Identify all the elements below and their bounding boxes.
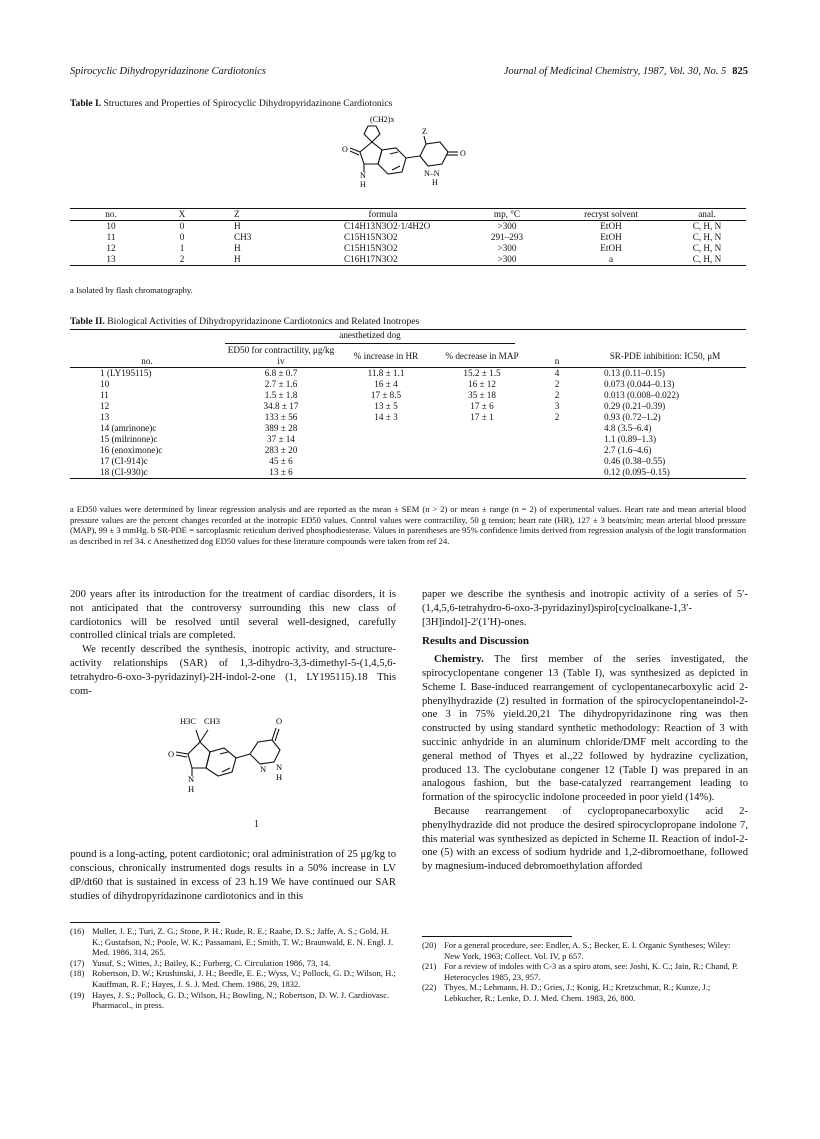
table2-row: [70, 412, 746, 423]
table2-title: Biological Activities of Dihydropyridazinone Cardiotonics and Related Inotropes: [107, 316, 420, 327]
table2-cell: 17 ± 6: [470, 401, 494, 411]
table2-cell: 37 ± 14: [266, 434, 295, 444]
table2-cell: [338, 456, 434, 467]
struct-label-o1: O: [342, 145, 348, 154]
t2-col-n: n: [554, 356, 560, 366]
left-para-3: pound is a long-acting, potent cardiotonic; oral administration of 25 μg/kg to conscious, chronically instrumented dogs results in a 50% increase in LV dP/dt60 that is sustained in excess of 23 h.19 We have continued our SAR studies of dihydropyridazinone cardiotonics and in this: [70, 849, 396, 902]
t1-col-no: no.: [105, 209, 117, 219]
table2-cell: [434, 445, 530, 456]
table2-cell: [338, 423, 434, 434]
table1-cell: 291–293: [490, 232, 524, 242]
table2-cell: 0.13 (0.11–0.15): [604, 368, 665, 378]
table2-cell: 4: [554, 368, 560, 378]
reference-number: (21): [422, 961, 437, 972]
struct-label-h1: H: [360, 180, 366, 189]
table2-group-header: anesthetized dog: [339, 330, 401, 340]
table2-cell: 13 ± 6: [269, 467, 293, 477]
left-references: [70, 926, 396, 1011]
reference-text: For a review of indoles with C-3 as a spiro atom, see: Joshi, K. C.; Jain, R.; Chand, P. Heterocycles 1985, 23, 957.: [444, 961, 739, 982]
t2-col-ed50: ED50 for contractility, μg/kg iv: [227, 345, 335, 366]
table2-cell: 18 (CI-930)c: [100, 467, 148, 477]
table2-cell: 15 (milrinone)c: [100, 434, 158, 444]
table2-cell: 0.29 (0.21–0.39): [604, 401, 666, 411]
struct-label-z: Z: [422, 127, 427, 136]
table2-cell: 17 ± 1: [470, 412, 494, 422]
table2-cell: 16 ± 12: [467, 379, 496, 389]
reference-number: (18): [70, 968, 85, 979]
reference-number: (22): [422, 982, 437, 993]
table2-cell: 10: [100, 379, 110, 389]
table1-footnote: a Isolated by flash chromatography.: [70, 285, 193, 295]
t1-col-formula: formula: [368, 209, 398, 219]
struct-label-nn: N–N: [424, 169, 440, 178]
reference-text: Hayes, J. S.; Pollock, G. D.; Wilson, H.; Bowling, N.; Robertson, D. W. J. Cardiovasc. Pharmacol., in press.: [92, 989, 390, 1011]
reference-number: (17): [70, 957, 85, 968]
table1-cell: H: [234, 243, 241, 253]
table2-cell: 16 ± 4: [374, 379, 398, 389]
table1-cell: C, H, N: [692, 232, 722, 242]
table2-cell: 0.073 (0.044–0.13): [604, 379, 675, 389]
c1-label-n3: N: [276, 762, 283, 773]
compound-1-figure: [70, 698, 396, 848]
table2-cell: [530, 467, 584, 479]
table1-header-row: [70, 209, 746, 221]
table2-cell: 2: [554, 379, 560, 389]
table2-cell: 0.93 (0.72–1.2): [604, 412, 661, 422]
table2-cell: 34.8 ± 17: [263, 401, 299, 411]
table2-cell: 0.12 (0.095–0.15): [604, 467, 670, 477]
table2-cell: 11: [100, 390, 109, 400]
right-para-2: [422, 653, 748, 805]
table1-cell: C14H13N3O2·1/4H2O: [344, 221, 431, 231]
page-number: 825: [732, 66, 748, 77]
table1-cell: C, H, N: [692, 243, 722, 253]
table2-cell: 14 ± 3: [374, 412, 398, 422]
table1-cell: H: [234, 254, 241, 264]
reference-number: (19): [70, 989, 85, 1000]
table1-cell: EtOH: [600, 221, 622, 231]
table2-cell: 35 ± 18: [467, 390, 496, 400]
reference-item: [422, 982, 748, 1003]
table1-caption: [70, 98, 392, 109]
table2-cell: 3: [554, 401, 560, 411]
chemistry-text: The first member of the series investigated, the spirocyclopentane congener 13 (Table I), was synthesized as depicted in Scheme I. Base-induced rearrangement of cyclopentanecarboxylic acid 2-phenylhydrazide (2) resulted in formation of the spirocyclopentaneindol-2-one 3 in 75% yield.20,21 The dihydropyridazinone ring was then constructed by using standard synthetic methodology: Reaction of 3 with succinic anhydride in an aluminum chloride/DMF melt according to the general method of Thyes et al.,22 followed by hydrazine cyclization, produced 13. The cyclobutane congener 12 (Table I) was prepared in an analogous fashion, but the base-catalyzed rearrangement leading to formation of the spirocyclic indolone proceeded in poor yield (14%).: [422, 654, 748, 804]
right-references: [422, 940, 748, 1004]
table2-cell: [434, 456, 530, 467]
table2-cell: 14 (amrinone)c: [100, 423, 157, 433]
compound-1-structure: [160, 702, 360, 822]
table1-cell: C16H17N3O2: [344, 254, 398, 264]
table2-cell: 2: [554, 412, 560, 422]
right-refs-rule: [422, 936, 572, 937]
table2-cell: [434, 423, 530, 434]
table2-cell: 2.7 (1.6–4.6): [604, 445, 652, 455]
table1-cell: C15H15N3O2: [344, 232, 398, 242]
table1-label: Table I.: [70, 98, 102, 109]
reference-item: [70, 926, 396, 958]
table2: [70, 345, 746, 479]
reference-text: Thyes, M.; Lehmann, H. D.; Gries, J.; Konig, H.; Kretzschmar, R.; Kunze, J.; Lebkucher, R.; Lenke, D. J. Med. Chem. 1983, 26, 800.: [444, 982, 711, 1003]
reference-text: Yusuf, S.; Wittes, J.; Bailey, K.; Furberg, C. Circulation 1986, 73, 14.: [92, 957, 331, 968]
table2-row: [70, 368, 746, 380]
journal-name: Journal of Medicinal Chemistry, 1987, Vol. 30, No. 5: [503, 66, 727, 77]
table1-cell: 0: [179, 221, 185, 231]
t1-col-anal: anal.: [698, 209, 716, 219]
table2-row: [70, 434, 746, 445]
left-para-1: 200 years after its introduction for the treatment of cardiac disorders, it is not anticipated that the controversy surrounding this new class of cardiotonics will be resolved until several well-designed, carefully controlled clinical trials are completed.: [70, 589, 396, 642]
table1-cell: >300: [497, 254, 517, 264]
table1-row: [70, 232, 746, 243]
table2-row: [70, 390, 746, 401]
table1-row: [70, 221, 746, 233]
table2-cell: 13 ± 5: [374, 401, 398, 411]
table2-cell: 389 ± 28: [264, 423, 298, 433]
table2-group-rule: [225, 343, 515, 344]
table2-cell: 13: [100, 412, 110, 422]
c1-label-ch3: CH3: [204, 716, 221, 727]
table1-cell: 11: [106, 232, 116, 242]
left-para-2: We recently described the synthesis, inotropic activity, and structure-activity relationships (SAR) of 1,3-dihydro-3,3-dimethyl-5-(1,4,5,6-tetrahydro-6-oxo-3-pyridazinyl)-2H-indol-2-one (1, LY195115).18 This com-: [70, 644, 396, 697]
reference-number: (16): [70, 926, 85, 936]
table1-cell: 1: [179, 243, 185, 253]
table2-cell: 12: [100, 401, 110, 411]
table2-cell: 2.7 ± 1.6: [264, 379, 298, 389]
reference-item: [70, 958, 396, 969]
table2-cell: 2: [554, 390, 560, 400]
compound-1-label: 1: [254, 819, 259, 831]
t2-col-no: no.: [141, 356, 153, 366]
table2-cell: [530, 423, 584, 434]
table2-row: [70, 379, 746, 390]
table2-cell: 1.1 (0.89–1.3): [604, 434, 657, 444]
table2-cell: [338, 467, 434, 479]
section-heading: Results and Discussion: [422, 635, 529, 648]
c1-label-h3c: H3C: [180, 716, 197, 727]
table2-cell: [338, 434, 434, 445]
table2-cell: 17 ± 8.5: [370, 390, 402, 400]
table1-row: [70, 243, 746, 254]
table1-cell: 13: [106, 254, 116, 264]
running-title: Spirocyclic Dihydropyridazinone Cardiotonics: [70, 66, 266, 77]
c1-label-h1: H: [188, 784, 195, 795]
table1-cell: 10: [106, 221, 116, 231]
t1-col-mp: mp, °C: [493, 209, 521, 219]
table2-cell: 0.013 (0.008–0.022): [604, 390, 680, 400]
table1-cell: H: [234, 221, 241, 231]
table2-cell: [530, 445, 584, 456]
c1-label-h2: H: [276, 772, 283, 783]
table2-cell: [434, 434, 530, 445]
t1-col-z: Z: [234, 209, 240, 219]
table1-cell: EtOH: [600, 243, 622, 253]
right-para-3: Because rearrangement of cyclopropanecarboxylic acid 2-phenylhydrazide did not produce the desired spirocyclopropane indolone 7, this material was synthesized as depicted in Scheme II. Reaction of indol-2-one (5) with an excess of sodium hydride and 1,2-dibromoethane, followed by magnesium-induced debromoethylation afforded: [422, 805, 748, 873]
table2-cell: 11.8 ± 1.1: [367, 368, 405, 378]
table2-cell: [434, 467, 530, 479]
struct-label-n1: N: [360, 171, 366, 180]
table2-cell: 16 (enoximone)c: [100, 445, 163, 455]
left-column: [70, 588, 396, 904]
table1-row: [70, 254, 746, 266]
right-column: [422, 588, 748, 874]
table1-cell: C, H, N: [692, 254, 722, 264]
t2-col-hr: % increase in HR: [353, 350, 419, 361]
struct-label-h2: H: [432, 178, 438, 187]
c1-label-n1: N: [188, 774, 195, 785]
table1-cell: C, H, N: [692, 221, 722, 231]
table1-cell: EtOH: [600, 232, 622, 242]
reference-text: Muller, J. E.; Turi, Z. G.; Stone, P. H.; Rude, R. E.; Raabe, D. S.; Jaffe, A. S.; Gold, H. K.; Gustafson, N.; Poole, W. K.; Passamani, E.; Smith, T. W.; Braunwald, E. N. Engl. J. Med. 1986, 314, 265.: [92, 926, 394, 958]
table2-cell: [530, 434, 584, 445]
table2-row: [70, 456, 746, 467]
table1-title: Structures and Properties of Spirocyclic Dihydropyridazinone Cardiotonics: [103, 98, 393, 109]
table1-cell: 0: [179, 232, 185, 242]
table1-structure: [320, 112, 500, 204]
table2-cell: 6.8 ± 0.7: [264, 368, 298, 378]
c1-label-o1: O: [168, 749, 175, 760]
table1-cell: >300: [497, 243, 517, 253]
reference-text: For a general procedure, see: Endler, A. S.; Becker, E. I. Organic Syntheses; Wiley: New York, 1963; Collect. Vol. IV, p 657.: [444, 940, 731, 961]
table2-cell: [338, 445, 434, 456]
right-para-1: paper we describe the synthesis and inotropic activity of a series of 5′-(1,4,5,6-tetrahydro-6-oxo-3-pyridazinyl)spiro[cycloalkane-1,3′-[3H]indol]-2′(1′H)-ones.: [422, 589, 748, 628]
table2-cell: 1.5 ± 1.8: [264, 390, 298, 400]
table2-row: [70, 423, 746, 434]
table2-cell: 15.2 ± 1.5: [463, 368, 501, 378]
table1-cell: CH3: [234, 232, 252, 242]
t2-col-pde: SR-PDE inhibition: IC50, μM: [609, 350, 721, 361]
c1-label-n2: N: [260, 764, 267, 775]
reference-item: [422, 961, 748, 982]
table2-cell: 45 ± 6: [269, 456, 293, 466]
left-refs-rule: [70, 922, 220, 923]
table2-caption: [70, 316, 419, 327]
c1-label-o2: O: [276, 716, 283, 727]
reference-item: [422, 940, 748, 961]
table1-cell: a: [608, 254, 614, 264]
reference-item: [70, 968, 396, 989]
table1: [70, 208, 746, 266]
journal-citation: [504, 66, 748, 77]
table2-cell: 1 (LY195115): [100, 368, 152, 378]
t1-col-x: X: [178, 209, 186, 219]
table1-cell: 12: [106, 243, 116, 253]
chemistry-lead: Chemistry.: [434, 654, 484, 666]
table2-cell: [530, 456, 584, 467]
table2-row: [70, 467, 746, 479]
t2-col-map: % decrease in MAP: [445, 350, 519, 361]
table2-cell: 133 ± 56: [264, 412, 298, 422]
reference-item: [70, 990, 396, 1011]
table2-cell: 0.46 (0.38–0.55): [604, 456, 666, 466]
table2-cell: 4.8 (3.5–6.4): [604, 423, 652, 433]
struct-label-ch2x: (CH2)x: [370, 115, 395, 124]
table2-cell: 17 (CI-914)c: [100, 456, 148, 466]
table1-cell: 2: [179, 254, 185, 264]
table2-label: Table II.: [70, 316, 105, 327]
table2-row: [70, 445, 746, 456]
table1-cell: C15H15N3O2: [344, 243, 398, 253]
reference-number: (20): [422, 940, 437, 950]
table2-header-row: [70, 345, 746, 368]
table2-row: [70, 401, 746, 412]
table1-cell: >300: [497, 221, 517, 231]
struct-label-o2: O: [460, 149, 466, 158]
reference-text: Robertson, D. W.; Krushinski, J. H.; Beedle, E. E.; Wyss, V.; Pollock, G. D.; Wilson, H.; Kauffman, R. F.; Hayes, J. S. J. Med. Chem. 1986, 29, 1832.: [92, 968, 396, 989]
t1-col-solvent: recryst solvent: [584, 209, 638, 219]
table2-cell: 283 ± 20: [264, 445, 298, 455]
table2-footnote: a ED50 values were determined by linear regression analysis and are reported as the mean ± SEM (n > 2) or mean ± range (n = 2) of experimental values. Heart rate and mean arterial blood pressure values are the percent changes recorded at the inotropic ED50 values. Control values were contractility, 50 g tension; heart rate (HR), 127 ± 3 beats/min; mean arterial blood pressure (MAP), 99 ± 3 mmHg. b SR-PDE = sarcoplasmic reticulum derived phosphodiesterase. Values in parentheses are 95% confidence limits derived from regression analysis of the logit transformation as described in ref 34. c Anesthetized dog ED50 values for these literature compounds were taken from ref 24.: [70, 504, 746, 546]
